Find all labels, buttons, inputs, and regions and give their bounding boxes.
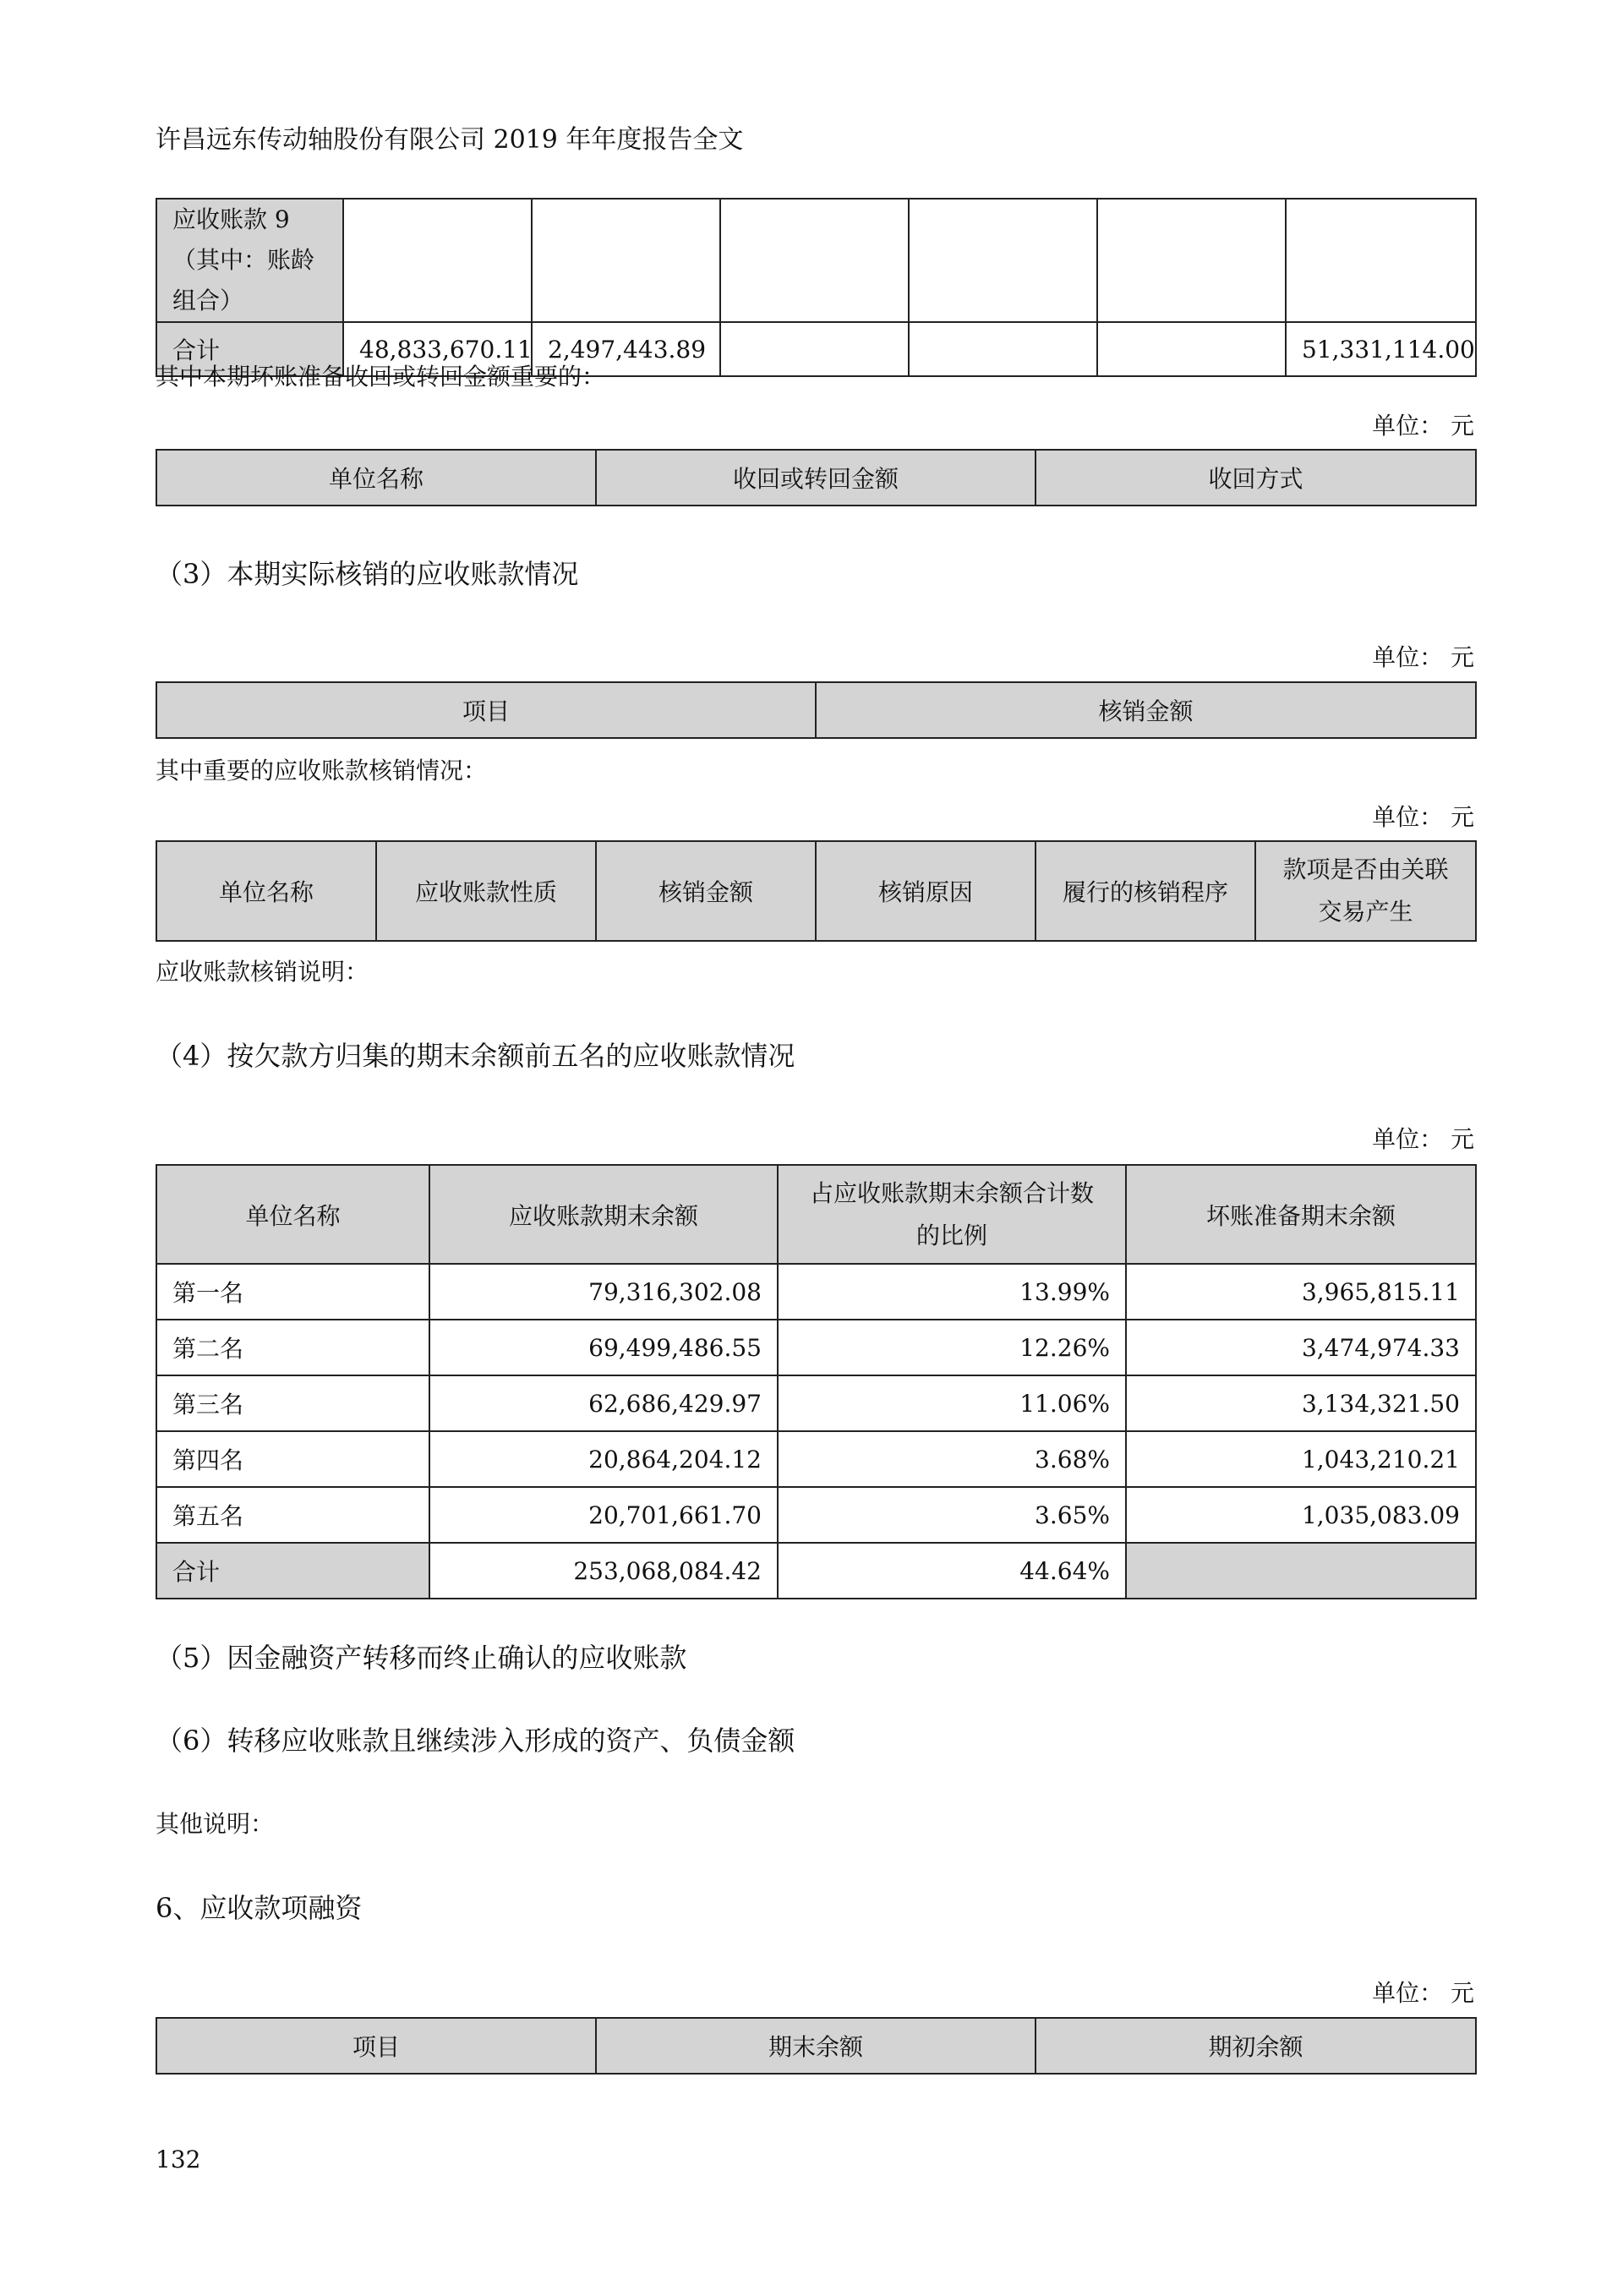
unit-label: 单位： 元 — [1372, 643, 1474, 671]
header-cell: 单位名称 — [156, 1165, 429, 1264]
header-cell: 坏账准备期末余额 — [1126, 1165, 1476, 1264]
header-cell: 核销金额 — [816, 682, 1476, 738]
balance-cell: 20,701,661.70 — [429, 1487, 778, 1543]
header-cell: 单位名称 — [156, 450, 596, 506]
page-header: 许昌远东传动轴股份有限公司 2019 年年度报告全文 — [156, 125, 744, 155]
ratio-cell: 13.99% — [778, 1264, 1126, 1320]
total-value — [720, 322, 909, 376]
row-label-aging-group: 应收账款 9（其中：账龄组合） — [156, 199, 343, 322]
balance-cell: 20,864,204.12 — [429, 1431, 778, 1487]
total-ratio: 44.64% — [778, 1543, 1126, 1599]
writeoff-detail-table — [156, 840, 1477, 942]
header-cell: 款项是否由关联交易产生 — [1255, 841, 1476, 941]
ratio-cell: 3.65% — [778, 1487, 1126, 1543]
unit-label: 单位： 元 — [1372, 1979, 1474, 2007]
header-cell: 收回方式 — [1036, 450, 1476, 506]
header-cell: 核销金额 — [596, 841, 816, 941]
rank-cell: 第二名 — [156, 1320, 429, 1375]
rank-cell: 第三名 — [156, 1375, 429, 1431]
header-cell: 项目 — [156, 682, 816, 738]
section-3-title: （3）本期实际核销的应收账款情况 — [156, 558, 579, 590]
section-6-title: （6）转移应收账款且继续涉入形成的资产、负债金额 — [156, 1725, 795, 1757]
header-cell: 核销原因 — [816, 841, 1036, 941]
unit-label: 单位： 元 — [1372, 1125, 1474, 1153]
balance-cell: 69,499,486.55 — [429, 1320, 778, 1375]
receivables-continuation-table — [156, 198, 1477, 377]
ratio-cell: 12.26% — [778, 1320, 1126, 1375]
section-receivables-financing-title: 6、应收款项融资 — [156, 1892, 363, 1924]
total-balance: 253,068,084.42 — [429, 1543, 778, 1599]
total-value — [909, 322, 1097, 376]
ratio-cell: 11.06% — [778, 1375, 1126, 1431]
receivables-financing-table — [156, 2017, 1477, 2075]
total-value — [1097, 322, 1286, 376]
section-5-title: （5）因金融资产转移而终止确认的应收账款 — [156, 1642, 687, 1674]
provision-cell: 1,043,210.21 — [1126, 1431, 1476, 1487]
header-cell: 履行的核销程序 — [1036, 841, 1255, 941]
balance-cell: 62,686,429.97 — [429, 1375, 778, 1431]
rank-cell: 第五名 — [156, 1487, 429, 1543]
page-number: 132 — [156, 2146, 201, 2173]
header-cell: 期末余额 — [596, 2018, 1036, 2074]
ratio-cell: 3.68% — [778, 1431, 1126, 1487]
header-cell: 单位名称 — [156, 841, 376, 941]
provision-cell: 1,035,083.09 — [1126, 1487, 1476, 1543]
other-note: 其他说明： — [156, 1810, 275, 1838]
provision-cell: 3,474,974.33 — [1126, 1320, 1476, 1375]
balance-cell: 79,316,302.08 — [429, 1264, 778, 1320]
header-cell: 占应收账款期末余额合计数的比例 — [778, 1165, 1126, 1264]
top-five-table — [156, 1164, 1477, 1599]
provision-cell: 3,134,321.50 — [1126, 1375, 1476, 1431]
rank-cell: 第一名 — [156, 1264, 429, 1320]
header-cell: 应收账款期末余额 — [429, 1165, 778, 1264]
total-label: 合计 — [156, 1543, 429, 1599]
total-provision — [1126, 1543, 1476, 1599]
unit-label: 单位： 元 — [1372, 803, 1474, 831]
provision-cell: 3,965,815.11 — [1126, 1264, 1476, 1320]
unit-label: 单位： 元 — [1372, 412, 1474, 440]
total-value: 48,833,670.11 — [343, 322, 532, 376]
header-cell: 应收账款性质 — [376, 841, 596, 941]
header-cell: 期初余额 — [1036, 2018, 1476, 2074]
recovery-table — [156, 449, 1477, 506]
header-cell: 收回或转回金额 — [596, 450, 1036, 506]
total-value: 2,497,443.89 — [532, 322, 720, 376]
important-writeoff-note: 其中重要的应收账款核销情况： — [156, 757, 488, 784]
total-label: 合计 — [156, 322, 343, 376]
writeoff-summary-table — [156, 681, 1477, 739]
writeoff-explanation: 应收账款核销说明： — [156, 958, 369, 986]
rank-cell: 第四名 — [156, 1431, 429, 1487]
recovery-note: 其中本期坏账准备收回或转回金额重要的： — [156, 363, 606, 391]
total-value: 51,331,114.00 — [1286, 322, 1476, 376]
section-4-title: （4）按欠款方归集的期末余额前五名的应收账款情况 — [156, 1040, 795, 1072]
header-cell: 项目 — [156, 2018, 596, 2074]
